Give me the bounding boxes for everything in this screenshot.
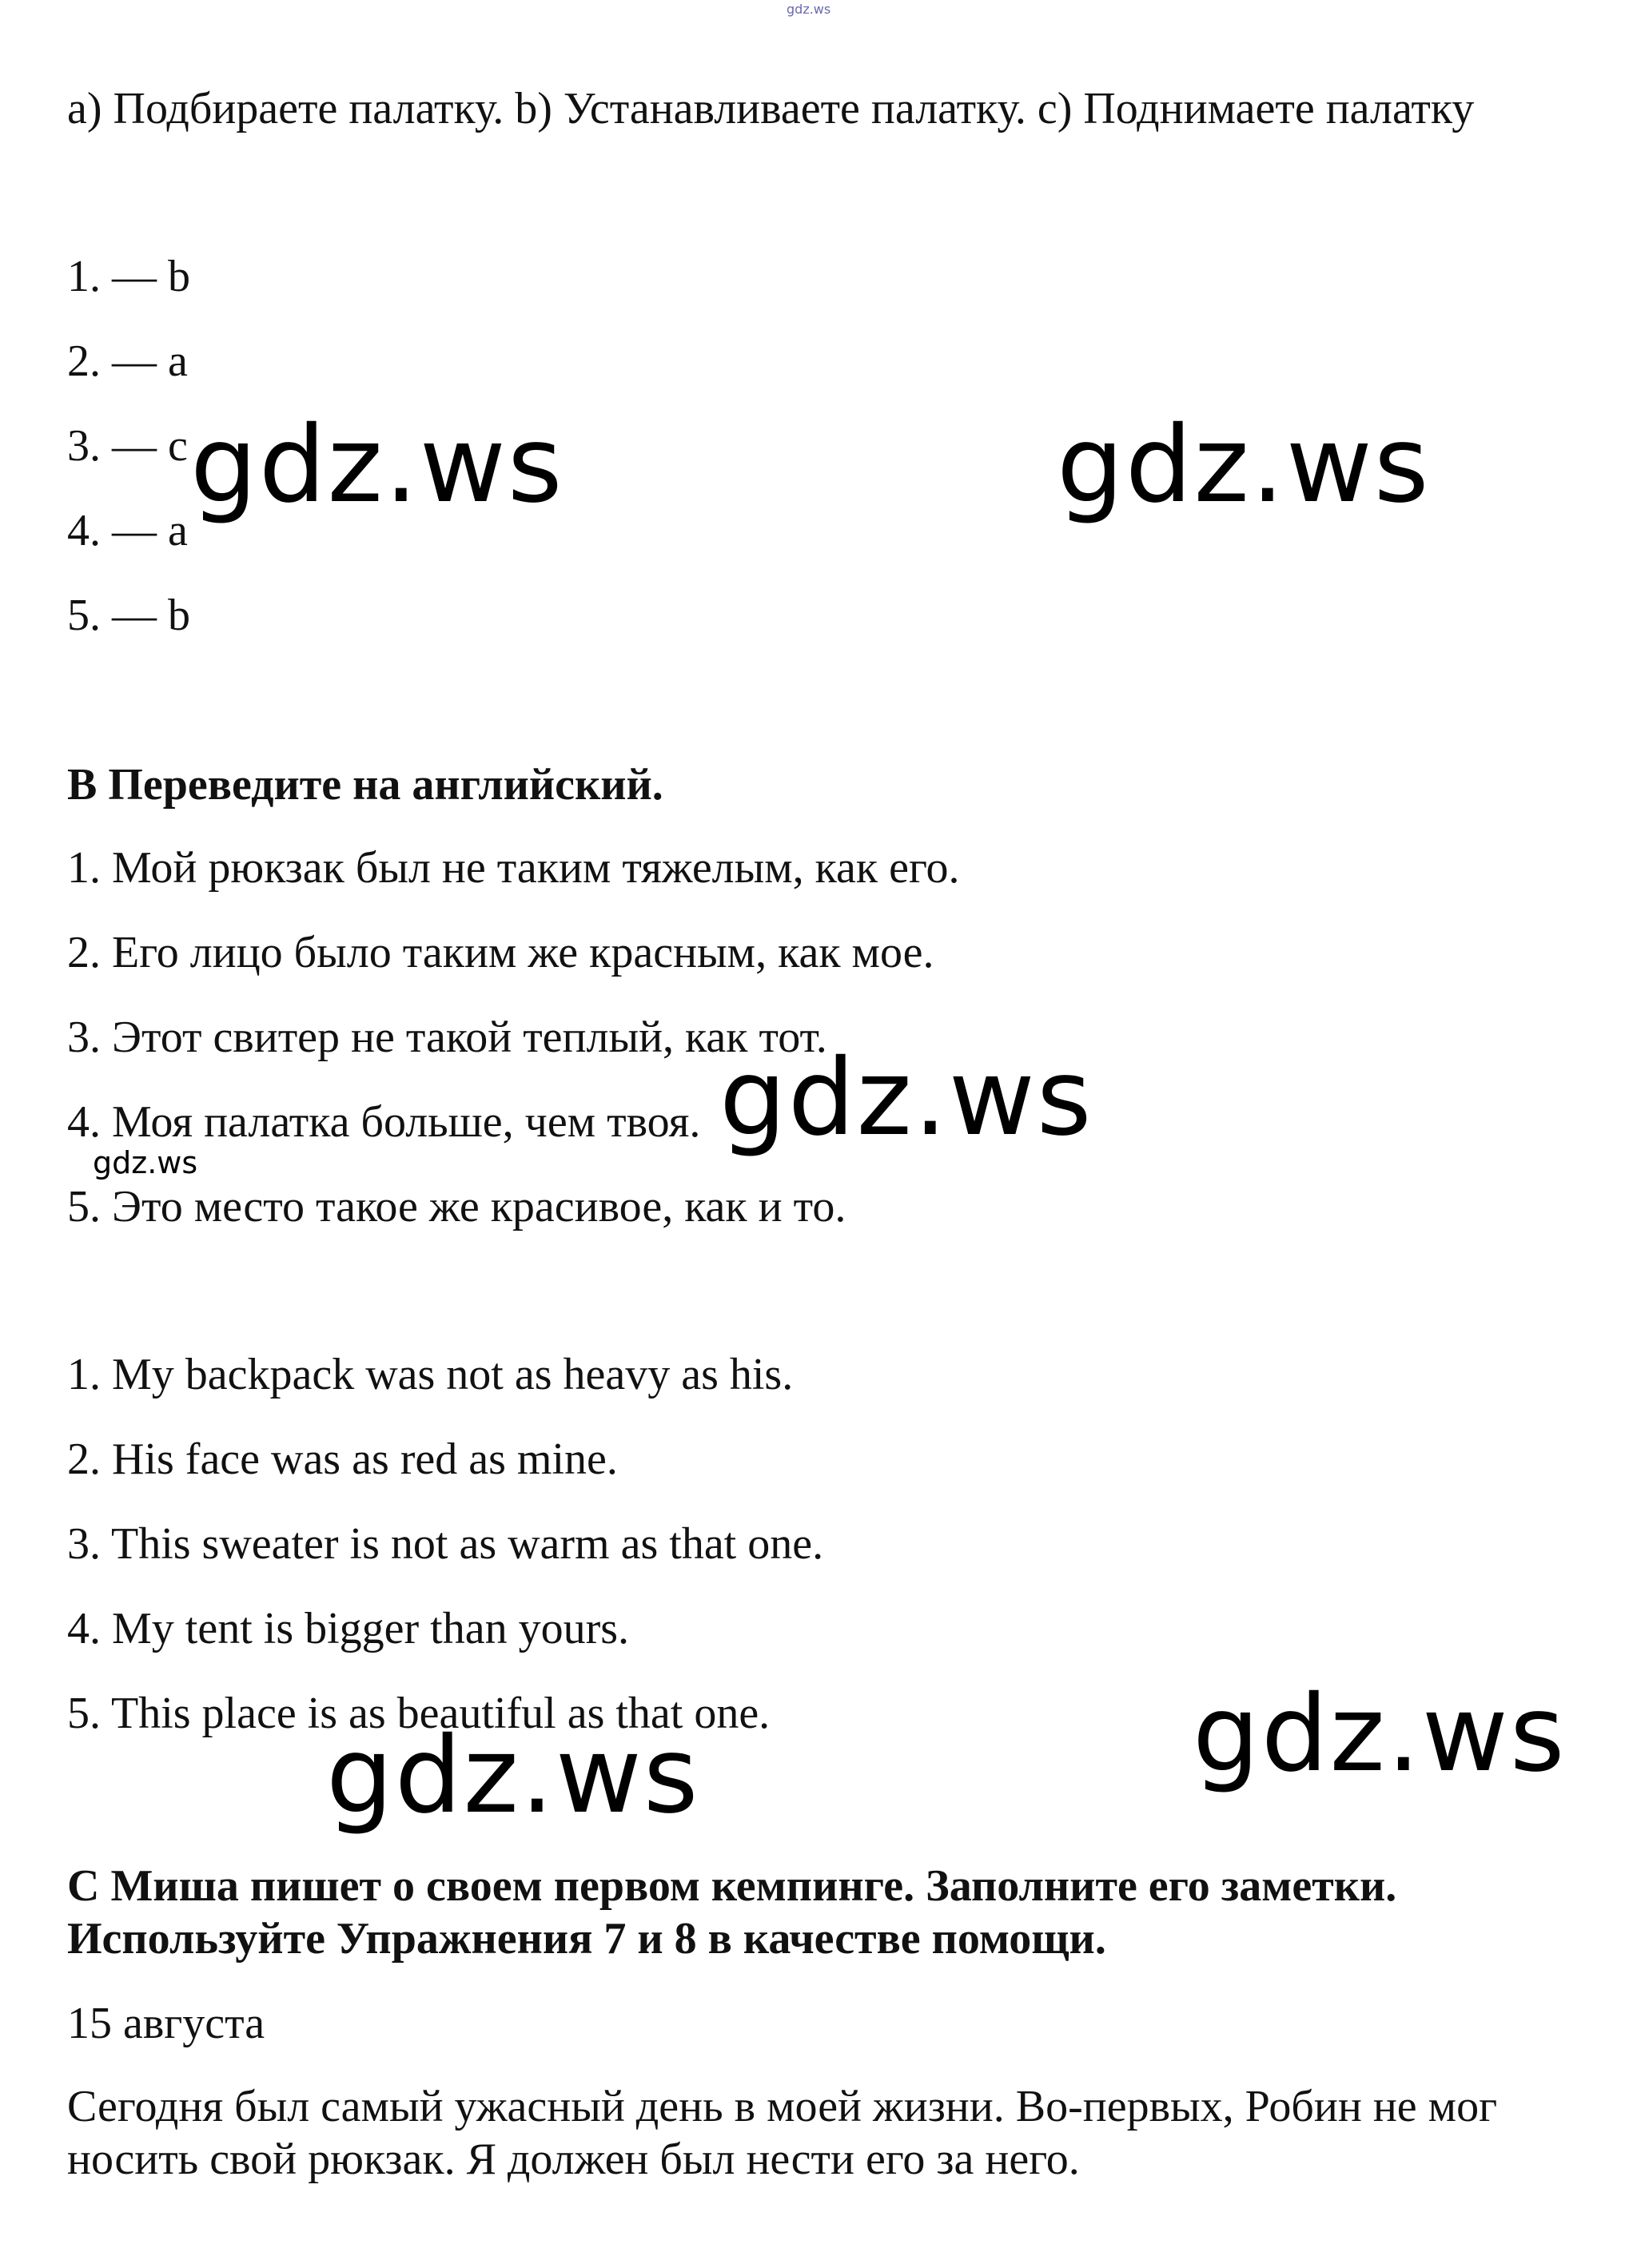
watermark-small: gdz.ws: [93, 1145, 198, 1180]
sentence-en: 5. This place is as beautiful as that one.: [67, 1689, 771, 1738]
note-text-line1: Сегодня был самый ужасный день в моей жизни. Во-первых, Робин не мог: [67, 2082, 1498, 2131]
answer-item: 2. — a: [67, 336, 188, 386]
sentence-ru: 5. Это место такое же красивое, как и то.: [67, 1182, 846, 1231]
watermark: gdz.ws: [1057, 404, 1431, 527]
section-c-title-line1: C Миша пишет о своем первом кемпинге. Заполните его заметки.: [67, 1861, 1397, 1911]
note-date: 15 августа: [67, 1999, 265, 2048]
answer-item: 1. — b: [67, 252, 190, 301]
note-text-line2: носить свой рюкзак. Я должен был нести его за него.: [67, 2135, 1080, 2184]
sentence-ru: 4. Моя палатка больше, чем твоя.: [67, 1097, 701, 1147]
sentence-ru: 1. Мой рюкзак был не таким тяжелым, как его.: [67, 843, 960, 893]
sentence-ru: 2. Его лицо было таким же красным, как мое.: [67, 928, 934, 977]
sentence-ru: 3. Этот свитер не такой теплый, как тот.: [67, 1013, 827, 1062]
section-c-title-line2: Используйте Упражнения 7 и 8 в качестве помощи.: [67, 1914, 1106, 1964]
sentence-en: 4. My tent is bigger than yours.: [67, 1604, 630, 1653]
watermark: gdz.ws: [326, 1714, 700, 1837]
sentence-en: 3. This sweater is not as warm as that one.: [67, 1519, 824, 1569]
answer-item: 4. — a: [67, 506, 188, 555]
section-b-title: B Переведите на английский.: [67, 760, 663, 810]
options-line: a) Подбираете палатку. b) Устанавливаете палатку. c) Поднимаете палатку: [67, 84, 1475, 133]
answer-item: 5. — b: [67, 591, 190, 640]
answer-item: 3. — c: [67, 421, 188, 471]
watermark: gdz.ws: [1193, 1673, 1567, 1796]
top-watermark: gdz.ws: [787, 2, 831, 17]
sentence-en: 2. His face was as red as mine.: [67, 1434, 618, 1484]
watermark: gdz.ws: [190, 404, 564, 527]
watermark: gdz.ws: [719, 1037, 1093, 1160]
sentence-en: 1. My backpack was not as heavy as his.: [67, 1350, 794, 1399]
